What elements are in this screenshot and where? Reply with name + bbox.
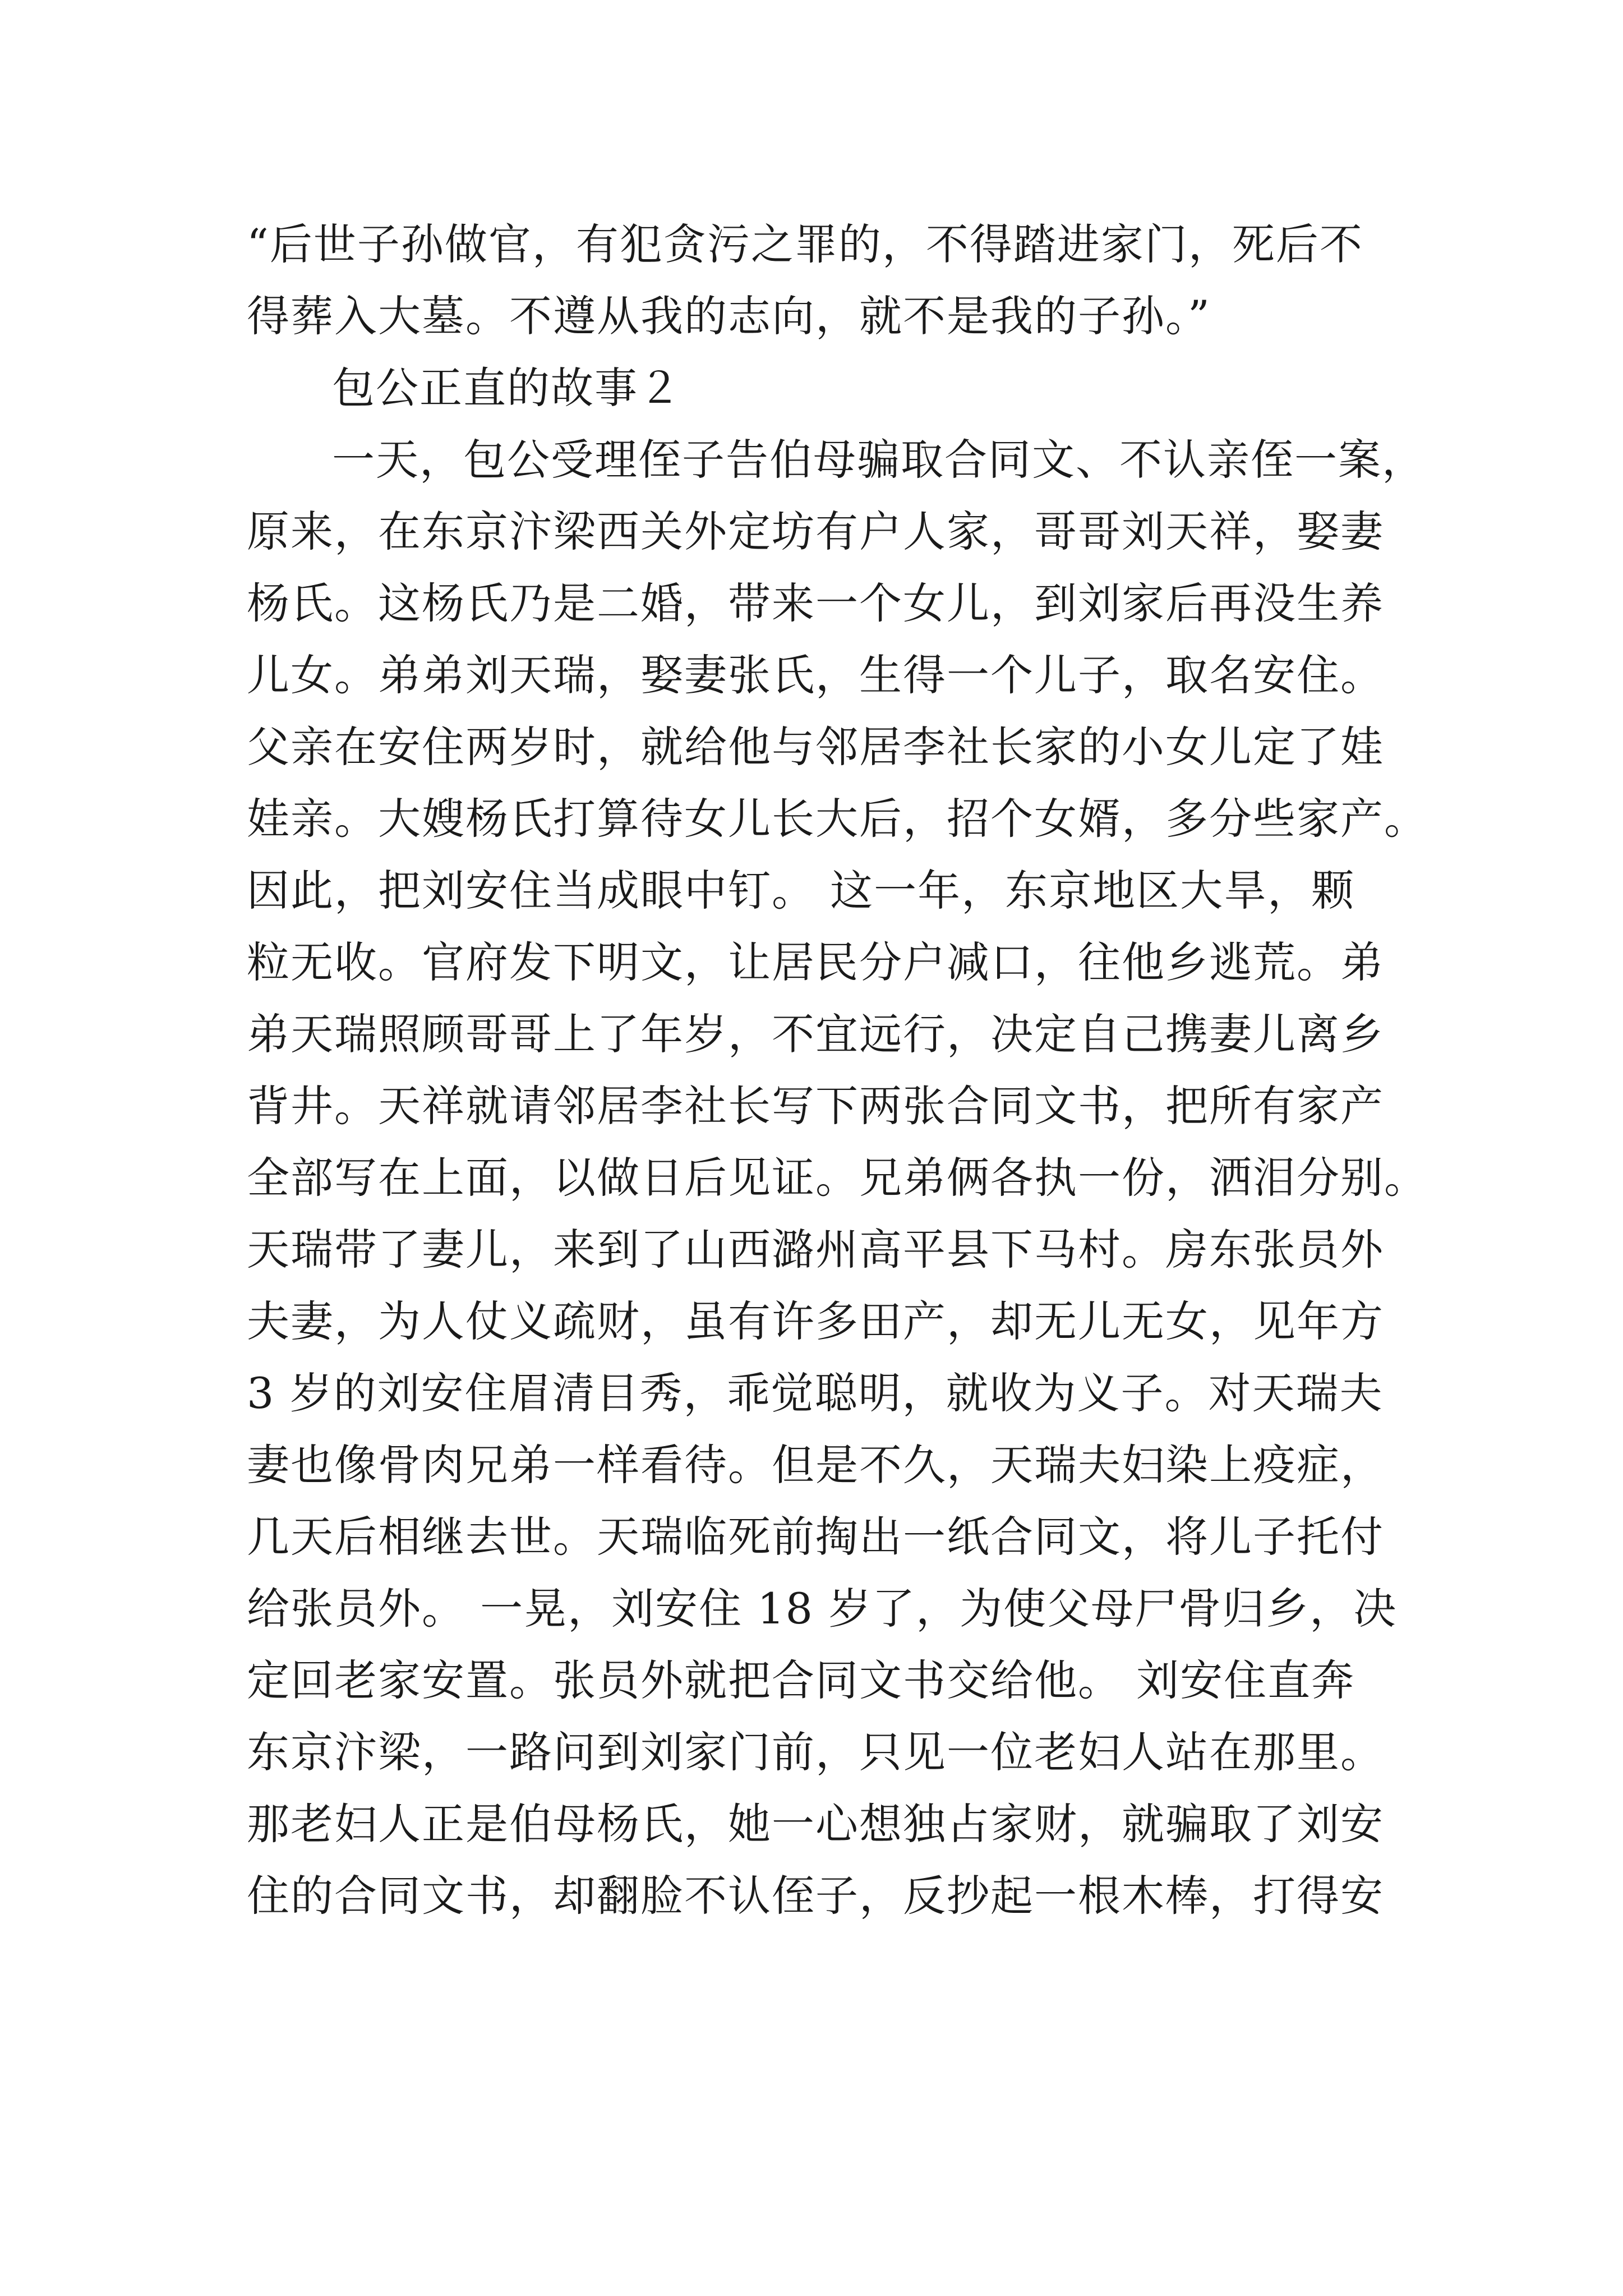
text-line: 弟天瑞照顾哥哥上了年岁，不宜远行，决定自己携妻儿离乡 (247, 1009, 1384, 1059)
text-line: 杨氏。这杨氏乃是二婚，带来一个女儿，到刘家后再没生养 (247, 578, 1384, 628)
text-line: 妻也像骨肉兄弟一样看待。但是不久，天瑞夫妇染上疫症， (247, 1440, 1384, 1490)
text-line: 得葬入大墓。不遵从我的志向，就不是我的子孙。” (247, 291, 1211, 341)
text-line: 几天后相继去世。天瑞临死前掏出一纸合同文，将儿子托付 (247, 1512, 1384, 1562)
text-line: 3 岁的刘安住眉清目秀，乖觉聪明，就收为义子。对天瑞夫 (247, 1368, 1384, 1418)
text-line: 粒无收。官府发下明文，让居民分户减口，往他乡逃荒。弟 (247, 937, 1384, 987)
text-line: 原来，在东京汴梁西关外定坊有户人家，哥哥刘天祥，娶妻 (247, 507, 1384, 556)
section-heading: 包公正直的故事２ (332, 363, 682, 413)
text-line: 背井。天祥就请邻居李社长写下两张合同文书，把所有家产 (247, 1081, 1384, 1131)
text-line: 全部写在上面，以做日后见证。兄弟俩各执一份，洒泪分别。 (247, 1153, 1428, 1203)
text-line: 定回老家安置。张员外就把合同文书交给他。 刘安住直奔 (247, 1655, 1355, 1705)
text-line: 给张员外。 一晃，刘安住 18 岁了，为使父母尸骨归乡，决 (247, 1584, 1398, 1634)
text-line: 娃亲。大嫂杨氏打算待女儿长大后，招个女婿，多分些家产。 (247, 794, 1428, 844)
text-line: 父亲在安住两岁时，就给他与邻居李社长家的小女儿定了娃 (247, 722, 1384, 772)
text-line: “后世子孙做官，有犯贪污之罪的，不得踏进家门，死后不 (247, 219, 1363, 269)
text-line: 天瑞带了妻儿，来到了山西潞州高平县下马村。房东张员外 (247, 1225, 1384, 1274)
text-line: 儿女。弟弟刘天瑞，娶妻张氏，生得一个儿子，取名安住。 (247, 650, 1384, 700)
text-line: 住的合同文书，却翻脸不认侄子，反抄起一根木棒，打得安 (247, 1871, 1384, 1921)
body-text (247, 209, 1428, 1932)
text-line: 夫妻，为人仗义疏财，虽有许多田产，却无儿无女，见年方 (247, 1296, 1384, 1346)
text-line: 东京汴梁，一路问到刘家门前，只见一位老妇人站在那里。 (247, 1727, 1384, 1777)
text-line: 一天，包公受理侄子告伯母骗取合同文、不认亲侄一案， (332, 435, 1426, 485)
text-line: 因此，把刘安住当成眼中钉。 这一年，东京地区大旱，颗 (247, 866, 1355, 915)
text-line: 那老妇人正是伯母杨氏，她一心想独占家财，就骗取了刘安 (247, 1799, 1384, 1849)
